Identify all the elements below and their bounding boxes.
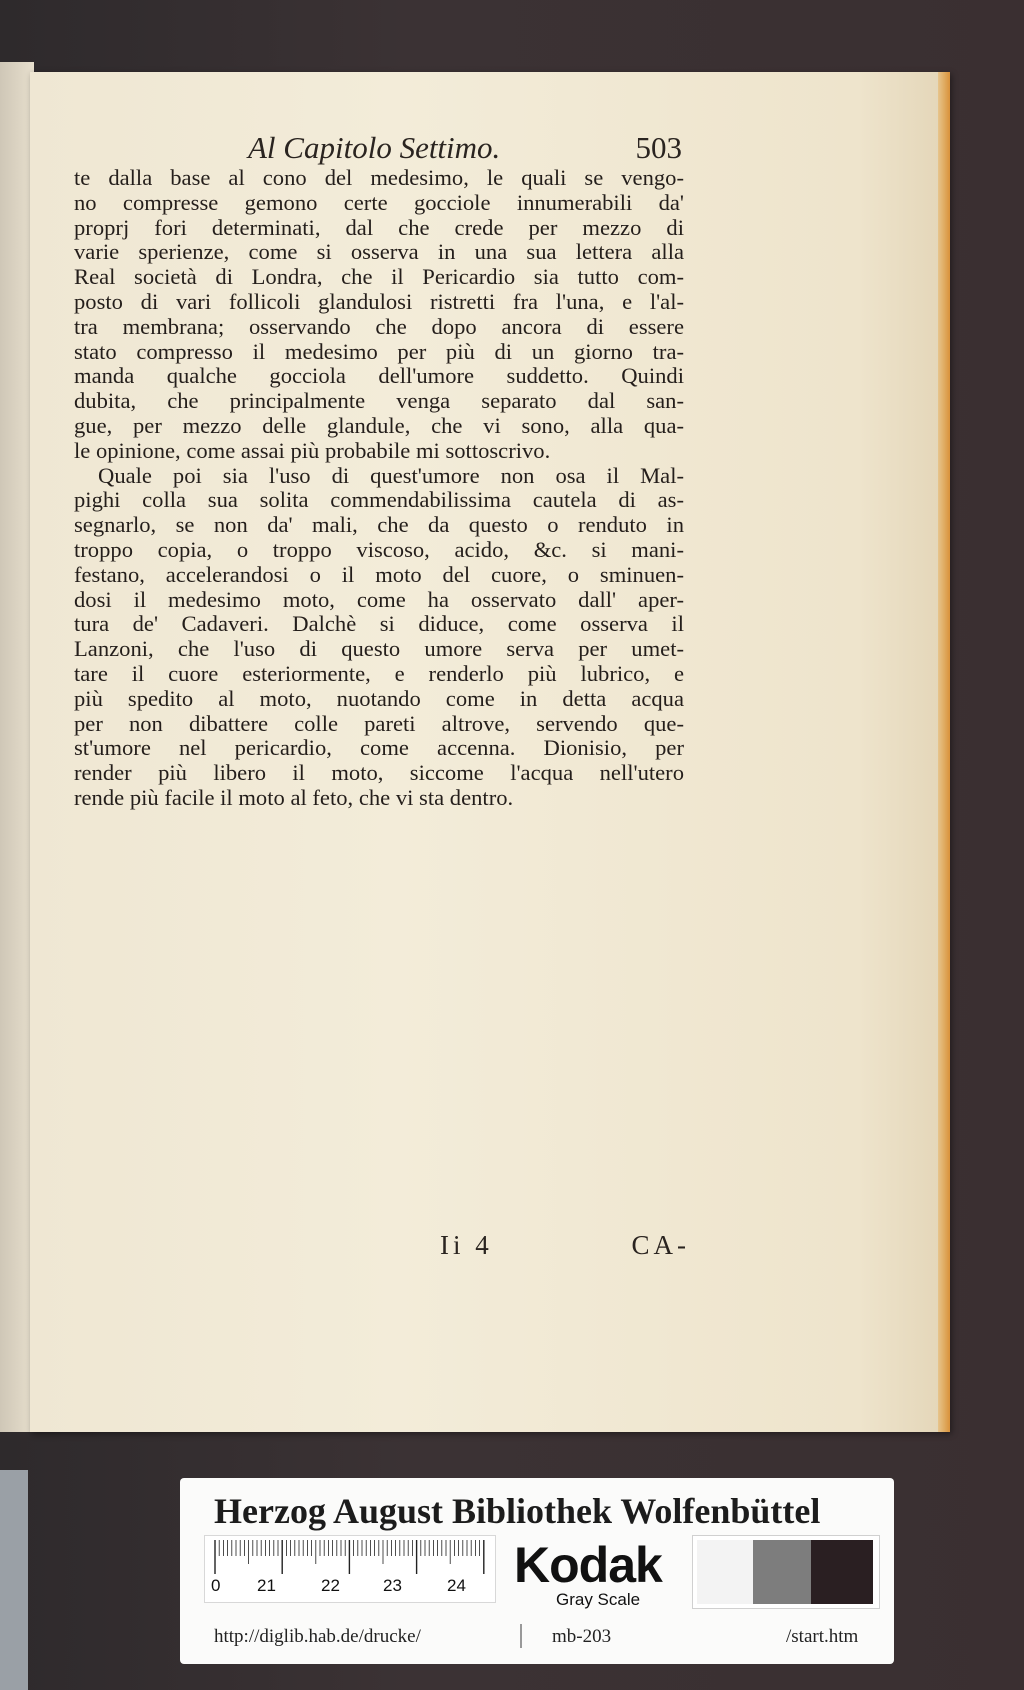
running-title: Al Capitolo Settimo. [248,130,501,165]
text-line: troppo copia, o troppo viscoso, acido, &c. si mani- [74,536,684,562]
text-line: per non dibattere colle pareti altrove, servendo que- [74,710,684,736]
text-line: rende più facile il moto al feto, che vi sta dentro. [74,784,514,810]
source-url: http://diglib.hab.de/drucke/ [214,1626,421,1647]
ruler-label: 24 [447,1576,466,1595]
gray-scale-patches [692,1535,880,1609]
scanner-strip [0,1470,28,1690]
ruler-labels [205,1576,495,1600]
mid-gray-patch [753,1540,811,1604]
source-url-bar [204,1618,878,1654]
book-page [30,72,950,1432]
ruler-label: 23 [383,1576,402,1595]
text-line: render più libero il moto, siccome l'acqua nell'utero [74,760,684,786]
text-line: le opinione, come assai più probabile mi sottoscrivo. [74,437,551,463]
url-suffix: /start.htm [786,1626,859,1647]
text-line: tare il cuore esteriormente, e renderlo più lubrico, e [74,660,684,686]
page-number: 503 [635,130,682,165]
text-line: Real società di Londra, che il Pericardio sia tutto com- [74,264,684,290]
text-line: tra membrana; osservando che dopo ancora di essere [74,313,684,339]
page-edge [938,72,950,1432]
text-line: st'umore nel pericardio, come accenna. Dionisio, per [74,735,684,761]
text-line: proprj fori determinati, dal che crede per mezzo di [74,214,684,240]
url-separator [520,1624,522,1648]
text-line: stato compresso il medesimo per più di un giorno tra- [74,338,684,364]
catchword: CA- [631,1230,690,1260]
body-text [74,166,684,811]
text-line: pighi colla sua solita commendabilissima cautela di as- [74,487,684,513]
page-footer [440,1230,690,1264]
gray-scale-label: Gray Scale [556,1590,641,1609]
ruler-ticks [213,1538,487,1578]
text-line: no compresse gemono certe gocciole innumerabili da' [74,189,684,215]
library-reference-card [180,1478,894,1664]
ruler-scale [204,1535,496,1603]
text-line: Quale poi sia l'uso di quest'umore non osa il Mal- [98,462,684,488]
text-line: posto di vari follicoli glandulosi ristretti fra l'una, e l'al- [74,288,684,314]
text-line: te dalla base al cono del medesimo, le quali se vengo- [74,165,684,190]
ruler-label: 0 [211,1576,221,1595]
white-patch [697,1540,753,1604]
text-line: gue, per mezzo delle glandule, che vi sono, alla qua- [74,412,684,438]
text-line: dosi il medesimo moto, come ha osservato dall' aper- [74,586,684,612]
ruler-label: 21 [257,1576,276,1595]
text-line: segnarlo, se non da' mali, che da questo o renduto in [74,512,684,538]
previous-page-edge [0,62,34,1432]
text-line: manda qualche gocciola dell'umore suddetto. Quindi [74,363,684,389]
text-line: festano, accelerandosi o il moto del cuore, o sminuen- [74,561,684,587]
signature-mark: Ii 4 [440,1230,493,1260]
dark-patch [811,1540,873,1604]
text-line: dubita, che principalmente venga separato dal san- [74,388,684,414]
text-line: Lanzoni, che l'uso di questo umore serva per umet- [74,636,684,662]
text-line: tura de' Cadaveri. Dalchè si diduce, come osserva il [74,611,684,637]
text-line: varie sperienze, come si osserva in una sua lettera alla [74,239,684,265]
ruler-label: 22 [321,1576,340,1595]
text-line: più spedito al moto, nuotando come in detta acqua [74,685,684,711]
document-id: mb-203 [552,1626,612,1647]
kodak-logo: Kodak [514,1537,662,1593]
library-name: Herzog August Bibliothek Wolfenbüttel [214,1491,821,1531]
page-header [220,130,700,170]
